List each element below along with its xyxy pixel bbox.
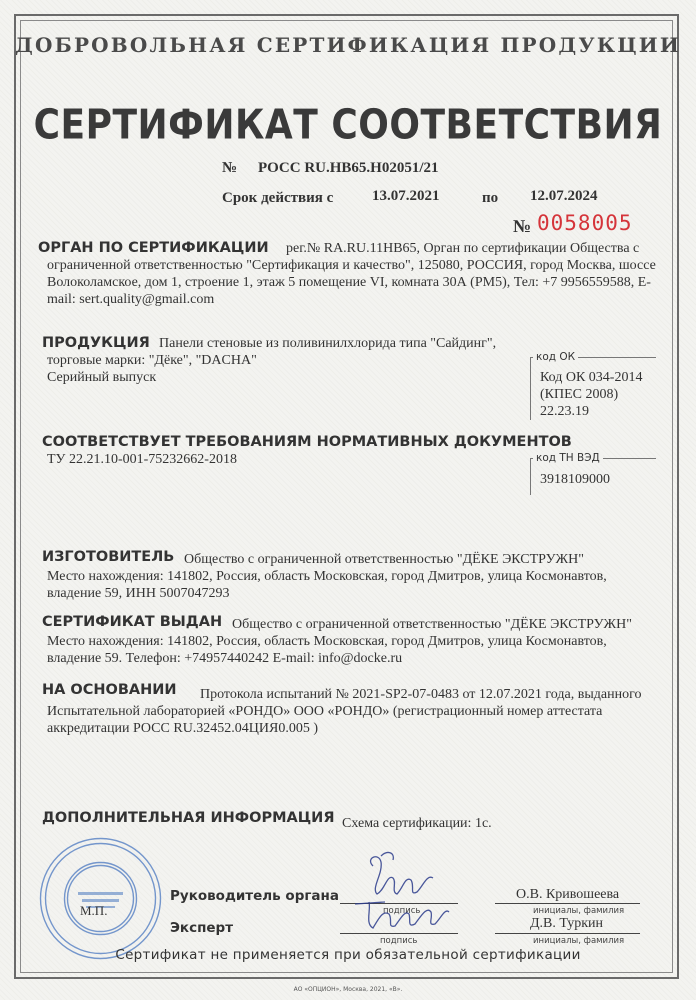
basis-line2: Испытательной лабораторией «РОНДО» ООО «РОНДО» (регистрационный номер аттестата: [47, 704, 603, 719]
valid-from: 13.07.2021: [372, 188, 440, 204]
stamp-place-label: М.П.: [80, 903, 108, 918]
code-ok-line3: 22.23.19: [540, 404, 589, 419]
form-number: 0058005: [537, 211, 633, 235]
signatures-handwriting-icon: [335, 848, 465, 943]
expert-name: Д.В. Туркин: [530, 916, 604, 931]
scheme-text: Схема сертификации: 1с.: [342, 816, 492, 831]
issued-line2: Место нахождения: 141802, Россия, область Московская, город Дмитров, улица Космонавтов,: [47, 634, 607, 649]
basis-heading: НА ОСНОВАНИИ: [42, 682, 177, 698]
cert-body-line1: рег.№ RA.RU.11НВ65, Орган по сертификации Общества с: [286, 241, 640, 256]
cert-body-line4: mail: sert.quality@gmail.com: [47, 292, 215, 307]
expert-sign-caption: подпись: [380, 936, 418, 946]
code-ok-line2: (КПЕС 2008): [540, 387, 619, 402]
manufacturer-line2: Место нахождения: 141802, Россия, область Московская, город Дмитров, улица Космонавтов,: [47, 569, 607, 584]
valid-to-label: по: [482, 190, 499, 206]
head-label: Руководитель органа: [170, 888, 339, 904]
expert-label: Эксперт: [170, 920, 234, 936]
certificate-number: РОСС RU.НВ65.Н02051/21: [258, 160, 439, 176]
code-ok-line1: Код ОК 034-2014: [540, 370, 643, 385]
basis-line1: Протокола испытаний № 2021-SP2-07-0483 от 12.07.2021 года, выданного: [200, 687, 642, 702]
expert-name-caption: инициалы, фамилия: [533, 936, 625, 946]
manufacturer-line1: Общество с ограниченной ответственностью "ДЁКЕ ЭКСТРУЖН": [184, 552, 584, 567]
basis-line3: аккредитации РОСС RU.32452.04ЦИЯ0.005 ): [47, 721, 319, 736]
validity-label: Срок действия с: [222, 190, 334, 206]
number-label: №: [222, 160, 238, 176]
expert-name-line: [495, 933, 640, 934]
stamp-seal-icon: [38, 836, 163, 961]
head-sign-caption: подпись: [383, 906, 421, 916]
certificate-title: СЕРТИФИКАТ СООТВЕТСТВИЯ: [33, 101, 663, 150]
cert-body-line3: Волоколамское, дом 1, строение 1, этаж 5 помещение VI, комната 30А (РМ5), Тел: +7 9956559588, E-: [47, 275, 651, 290]
head-name: О.В. Кривошеева: [516, 887, 620, 902]
additional-heading: ДОПОЛНИТЕЛЬНАЯ ИНФОРМАЦИЯ: [42, 810, 335, 826]
code-ok-label: код ОК: [533, 351, 578, 363]
head-name-caption: инициалы, фамилия: [533, 906, 625, 916]
form-number-label: №: [513, 216, 532, 236]
product-line1: Панели стеновые из поливинилхлорида типа "Сайдинг",: [159, 336, 497, 351]
product-heading: ПРОДУКЦИЯ: [42, 335, 150, 351]
cert-body-heading: ОРГАН ПО СЕРТИФИКАЦИИ: [38, 240, 269, 256]
conformity-line1: ТУ 22.21.10-001-75232662-2018: [47, 452, 237, 467]
valid-to: 12.07.2024: [530, 188, 598, 204]
footer-note: Сертификат не применяется при обязательной сертификации: [115, 947, 581, 963]
printer-imprint: АО «ОПЦИОН», Москва, 2021, «В».: [293, 986, 403, 993]
conformity-heading: СООТВЕТСТВУЕТ ТРЕБОВАНИЯМ НОРМАТИВНЫХ ДОКУМЕНТОВ: [42, 434, 572, 450]
head-name-line: [495, 903, 640, 904]
product-line2: торговые марки: "Дёке", "DACHA": [47, 353, 257, 368]
issued-line3: владение 59. Телефон: +74957440242 E-mail: info@docke.ru: [47, 651, 403, 666]
code-tn-value: 3918109000: [540, 472, 610, 487]
manufacturer-line3: владение 59, ИНН 5007047293: [47, 586, 230, 601]
product-line3: Серийный выпуск: [47, 370, 157, 385]
header-title: ДОБРОВОЛЬНАЯ СЕРТИФИКАЦИЯ ПРОДУКЦИИ: [15, 33, 681, 57]
issued-line1: Общество с ограниченной ответственностью "ДЁКЕ ЭКСТРУЖН": [232, 617, 632, 632]
manufacturer-heading: ИЗГОТОВИТЕЛЬ: [42, 549, 175, 565]
code-tn-label: код ТН ВЭД: [533, 452, 603, 464]
cert-body-line2: ограниченной ответственностью "Сертификация и качество", 125080, РОССИЯ, город Москва, шоссе: [47, 258, 656, 273]
issued-heading: СЕРТИФИКАТ ВЫДАН: [42, 614, 223, 630]
